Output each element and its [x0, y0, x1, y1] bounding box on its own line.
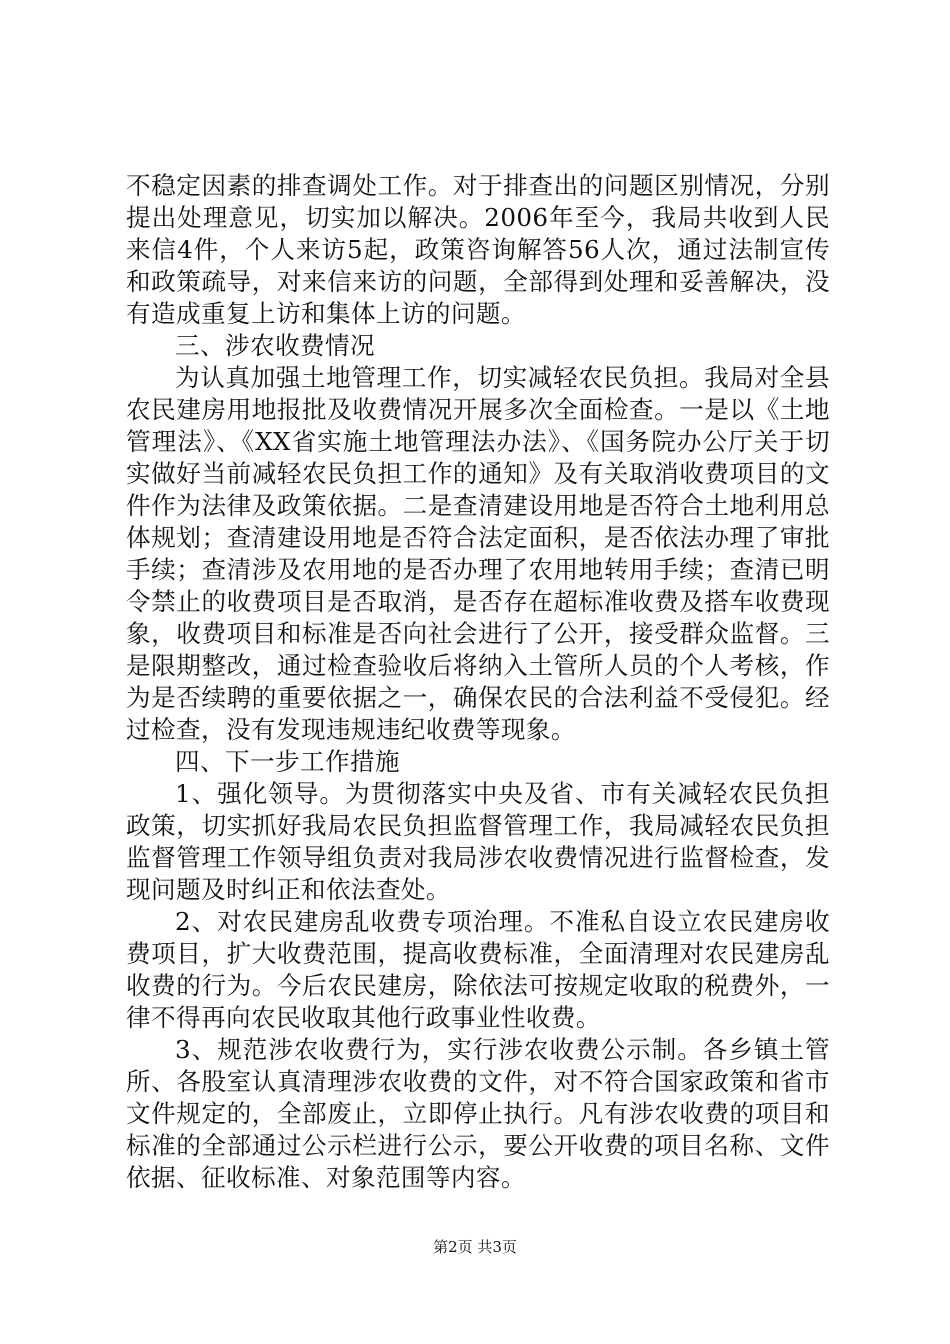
- paragraph-fee-inspection: 为认真加强土地管理工作，切实减轻农民负担。我局对全县农民建房用地报批及收费情况开展多次全面检查。一是以《土地管理法》、《XX省实施土地管理法办法》、《国务院办公厅关于切实做好当前减轻农民负担工作的通知》及有关取消收费项目的文件作为法律及政策依据。二是查清建设用地是否符合土地利用总体规划；查清建设用地是否符合法定面积，是否依法办理了审批手续；查清涉及农用地的是否办理了农用地转用手续；查清已明令禁止的收费项目是否取消，是否存在超标准收费及搭车收费现象，收费项目和标准是否向社会进行了公开，接受群众监督。三是限期整改，通过检查验收后将纳入土管所人员的个人考核，作为是否续聘的重要依据之一，确保农民的合法利益不受侵犯。经过检查，没有发现违规违纪收费等现象。: [126, 363, 830, 744]
- document-body: [126, 170, 830, 1194]
- page-footer: 第2页 共3页: [433, 1238, 517, 1256]
- section-heading-3: 三、涉农收费情况: [175, 331, 375, 360]
- section-heading-4: 四、下一步工作措施: [175, 747, 400, 776]
- paragraph-measure-1: 1、强化领导。为贯彻落实中央及省、市有关减轻农民负担政策，切实抓好我局农民负担监督管理工作，我局减轻农民负担监督管理工作领导组负责对我局涉农收费情况进行监督检查，发现问题及时纠正和依法查处。: [126, 779, 830, 904]
- paragraph-measure-3: 3、规范涉农收费行为，实行涉农收费公示制。各乡镇土管所、各股室认真清理涉农收费的文件，对不符合国家政策和省市文件规定的，全部废止，立即停止执行。凡有涉农收费的项目和标准的全部通过公示栏进行公示，要公开收费的项目名称、文件依据、征收标准、对象范围等内容。: [126, 1035, 830, 1192]
- paragraph-continuation: 不稳定因素的排查调处工作。对于排查出的问题区别情况，分别提出处理意见，切实加以解决。2006年至今，我局共收到人民来信4件，个人来访5起，政策咨询解答56人次，通过法制宣传和政策疏导，对来信来访的问题，全部得到处理和妥善解决，没有造成重复上访和集体上访的问题。: [126, 171, 830, 328]
- paragraph-measure-2: 2、对农民建房乱收费专项治理。不准私自设立农民建房收费项目，扩大收费范围，提高收费标准，全面清理对农民建房乱收费的行为。今后农民建房，除依法可按规定收取的税费外，一律不得再向农民收取其他行政事业性收费。: [126, 907, 830, 1032]
